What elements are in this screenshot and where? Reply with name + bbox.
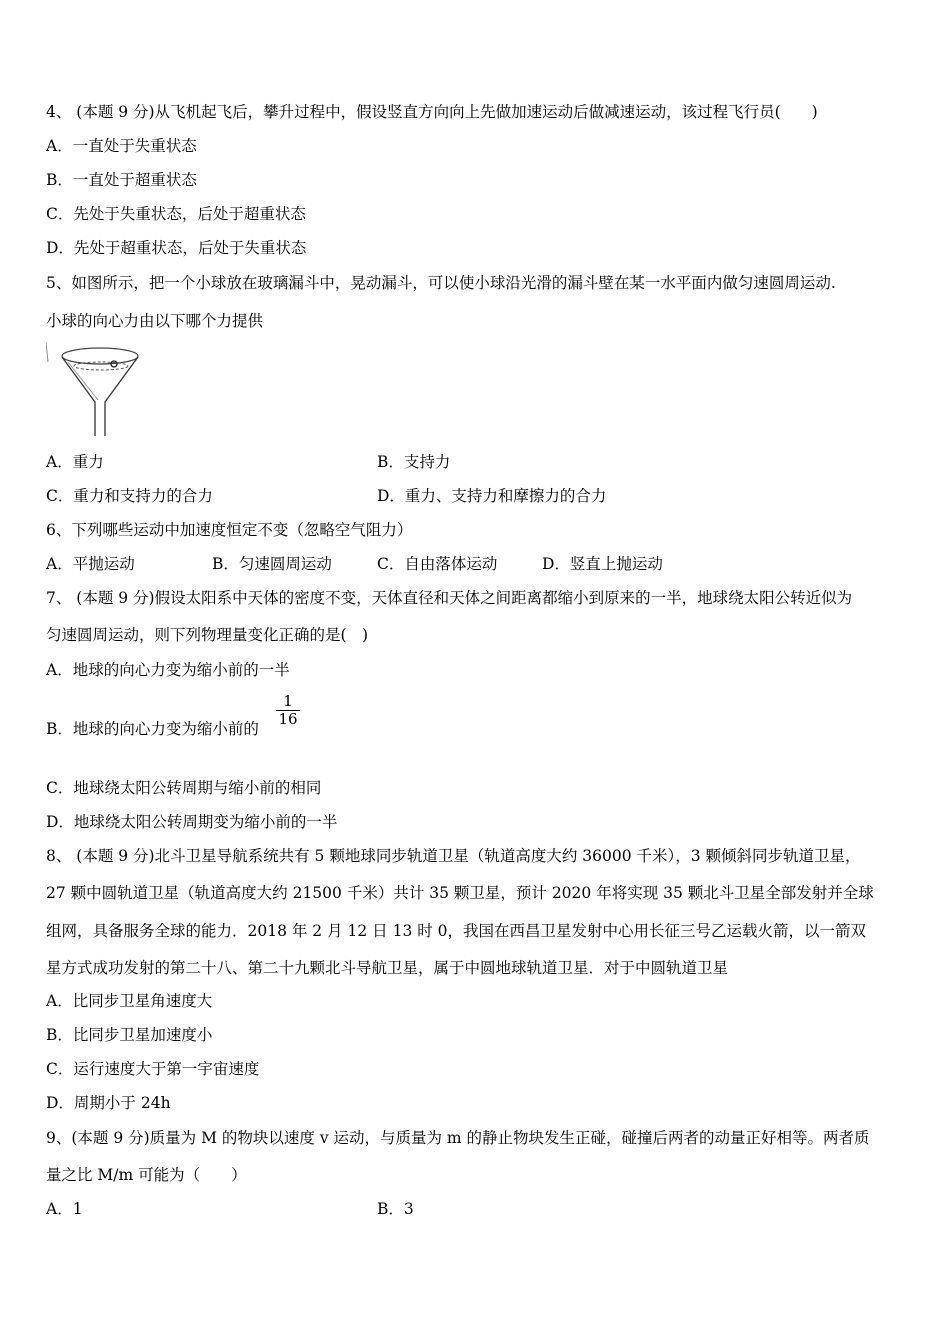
- q7-option-b: B．地球的向心力变为缩小前的: [46, 720, 259, 738]
- q8-option-c: C．运行速度大于第一宇宙速度: [46, 1060, 260, 1078]
- q5-stem-line1: 5、如图所示，把一个小球放在玻璃漏斗中，晃动漏斗，可以使小球沿光滑的漏斗壁在某一水平面内做匀速圆周运动.: [46, 274, 836, 292]
- q6-option-b: B．匀速圆周运动: [212, 555, 332, 573]
- q4-option-c: C．先处于失重状态，后处于超重状态: [46, 205, 306, 223]
- fraction-1-16: [276, 693, 300, 728]
- q6-option-d: D．竖直上抛运动: [542, 555, 663, 573]
- q9-option-b: B．3: [377, 1200, 414, 1218]
- q6-option-c: C．自由落体运动: [377, 555, 498, 573]
- q4-option-a: A．一直处于失重状态: [46, 137, 197, 155]
- fraction-numerator: 1: [283, 692, 293, 710]
- q6-option-a: A．平抛运动: [46, 555, 135, 573]
- q5-option-a: A．重力: [46, 453, 104, 471]
- q8-stem-line3: 组网，具备服务全球的能力．2018 年 2 月 12 日 13 时 0，我国在西昌卫星发射中心用长征三号乙运载火箭，以一箭双: [46, 922, 867, 940]
- q8-stem-line4: 星方式成功发射的第二十八、第二十九颗北斗导航卫星，属于中圆地球轨道卫星．对于中圆轨道卫星: [46, 959, 729, 977]
- q7-stem-line2: 匀速圆周运动，则下列物理量变化正确的是( ): [46, 626, 369, 644]
- q9-stem-line1: 9、(本题 9 分)质量为 M 的物块以速度 v 运动，与质量为 m 的静止物块发生正碰，碰撞后两者的动量正好相等。两者质: [46, 1129, 870, 1147]
- q6-stem: 6、下列哪些运动中加速度恒定不变（忽略空气阻力）: [46, 521, 413, 539]
- q8-stem-line1: 8、 (本题 9 分)北斗卫星导航系统共有 5 颗地球同步轨道卫星（轨道高度大约 36000 千米），3 颗倾斜同步轨道卫星，: [46, 847, 861, 865]
- q8-option-b: B．比同步卫星加速度小: [46, 1026, 213, 1044]
- q7-option-d: D．地球绕太阳公转周期变为缩小前的一半: [46, 813, 338, 831]
- q8-option-d: D．周期小于 24h: [46, 1094, 171, 1112]
- q5-option-b: B．支持力: [377, 453, 451, 471]
- q7-stem-line1: 7、 (本题 9 分)假设太阳系中天体的密度不变，天体直径和天体之间距离都缩小到原来的一半，地球绕太阳公转近似为: [46, 589, 853, 607]
- q7-option-c: C．地球绕太阳公转周期与缩小前的相同: [46, 779, 322, 797]
- q5-stem-line2: 小球的向心力由以下哪个力提供: [46, 312, 264, 330]
- q5-option-c: C．重力和支持力的合力: [46, 487, 213, 505]
- q4-option-b: B．一直处于超重状态: [46, 171, 197, 189]
- q8-stem-line2: 27 颗中圆轨道卫星（轨道高度大约 21500 千米）共计 35 颗卫星，预计 2020 年将实现 35 颗北斗卫星全部发射并全球: [46, 884, 874, 902]
- q4-stem: 4、 (本题 9 分)从飞机起飞后，攀升过程中，假设竖直方向向上先做加速运动后做减速运动，该过程飞行员( ): [46, 103, 818, 121]
- q5-option-d: D．重力、支持力和摩擦力的合力: [377, 487, 607, 505]
- q9-stem-line2: 量之比 M/m 可能为（ ）: [46, 1166, 247, 1184]
- funnel-figure: [46, 340, 142, 444]
- q8-option-a: A．比同步卫星角速度大: [46, 992, 213, 1010]
- q7-option-a: A．地球的向心力变为缩小前的一半: [46, 661, 290, 679]
- q4-option-d: D．先处于超重状态，后处于失重状态: [46, 239, 307, 257]
- q9-option-a: A．1: [46, 1200, 83, 1218]
- fraction-denominator: 16: [276, 710, 300, 728]
